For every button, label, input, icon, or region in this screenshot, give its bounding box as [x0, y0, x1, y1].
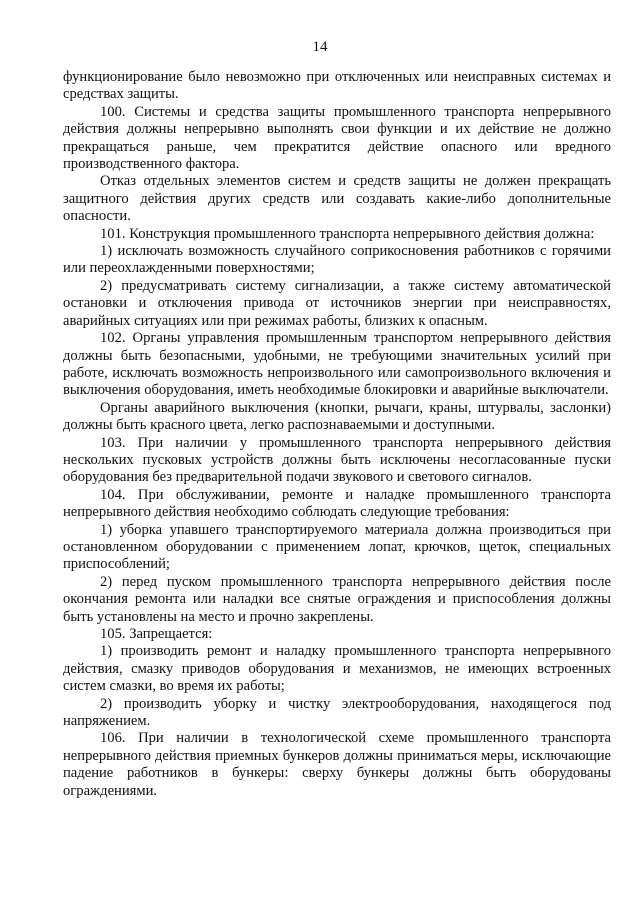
paragraph-105-item-1: 1) производить ремонт и наладку промышленного транспорта непрерывного действия, смазку приводов оборудования и механизмов, не имеющих встроенных систем смазки, во время их работы;	[63, 643, 611, 695]
paragraph-104-item-1: 1) уборка упавшего транспортируемого материала должна производиться при остановленном оборудовании с применением лопат, крючков, щеток, специальных приспособлений;	[63, 521, 611, 573]
paragraph-106: 106. При наличии в технологической схеме промышленного транспорта непрерывного действия приемных бункеров должны приниматься меры, исключающие падение работников в бункеры: сверху бункеры должны быть оборудованы ограждениями.	[63, 730, 611, 799]
paragraph-101-item-2: 2) предусматривать систему сигнализации, а также систему автоматической остановки и отключения привода от источников энергии при неисправностях, аварийных ситуациях или при режимах работы, близких к опасным.	[63, 277, 611, 329]
paragraph-100-failure: Отказ отдельных элементов систем и средств защиты не должен прекращать защитного действия других средств или создавать какие-либо дополнительные опасности.	[63, 173, 611, 225]
paragraph-103: 103. При наличии у промышленного транспорта непрерывного действия нескольких пусковых устройств должны быть исключены несогласованные пуски оборудования без предварительной подачи звукового и светового сигналов.	[63, 434, 611, 486]
paragraph-101: 101. Конструкция промышленного транспорта непрерывного действия должна:	[100, 225, 595, 242]
paragraph-continuation: функционирование было невозможно при отключенных или неисправных системах и средствах защиты.	[63, 69, 611, 103]
paragraph-104-item-2: 2) перед пуском промышленного транспорта непрерывного действия после окончания ремонта или наладки все снятые ограждения и приспособления должны быть установлены на место и прочно закреплены.	[63, 573, 611, 625]
paragraph-104: 104. При обслуживании, ремонте и наладке промышленного транспорта непрерывного действия необходимо соблюдать следующие требования:	[63, 486, 611, 521]
paragraph-102: 102. Органы управления промышленным транспортом непрерывного действия должны быть безопасными, удобными, не требующими значительных усилий при работе, исключать возможность непроизвольного или самопроизвольного включения и выключения оборудования, иметь необходимые блокировки и аварийные выключатели.	[63, 330, 611, 399]
document-body	[63, 69, 611, 800]
paragraph-101-item-1: 1) исключать возможность случайного соприкосновения работников с горячими или переохлажденными поверхностями;	[63, 243, 611, 277]
paragraph-100: 100. Системы и средства защиты промышленного транспорта непрерывного действия должны непрерывно выполнять свои функции и их действие не должно прекращаться раньше, чем прекратится действие опасного или вредного производственного фактора.	[63, 103, 611, 173]
paragraph-102-emergency: Органы аварийного выключения (кнопки, рычаги, краны, штурвалы, заслонки) должны быть красного цвета, легко распознаваемыми и доступными.	[63, 399, 611, 434]
paragraph-105-item-2: 2) производить уборку и чистку электрооборудования, находящегося под напряжением.	[63, 695, 611, 730]
page-number: 14	[312, 39, 328, 55]
paragraph-105: 105. Запрещается:	[100, 626, 213, 642]
